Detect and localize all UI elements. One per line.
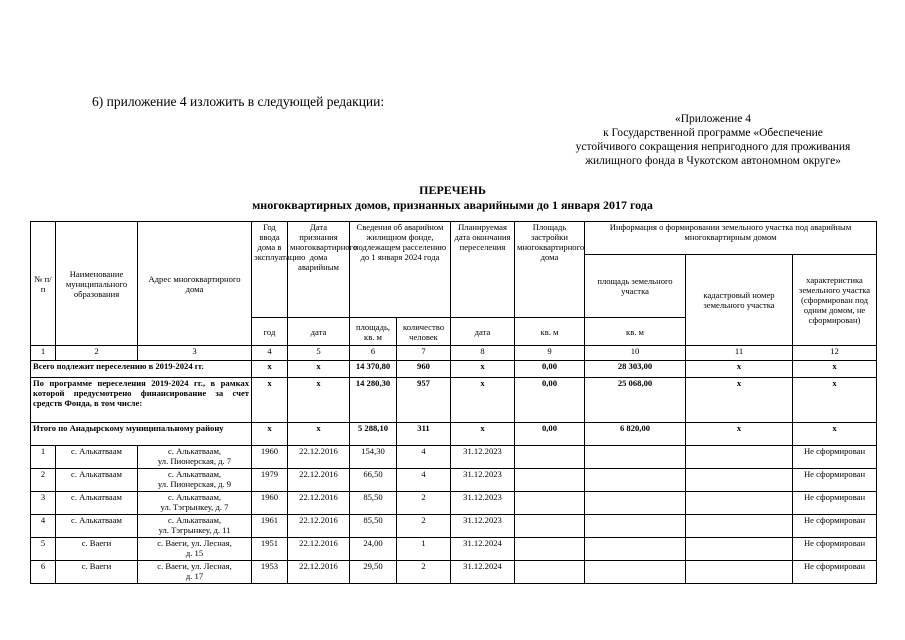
table-row (31, 538, 877, 561)
row-people: 4 (397, 469, 451, 492)
row-address-line: с. Ваеги, ул. Лесная, (157, 561, 232, 571)
column-number: 2 (56, 346, 138, 361)
row-status: Не сформирован (793, 446, 877, 469)
row-planned: 31.12.2024 (451, 538, 515, 561)
total-year: х (252, 423, 288, 446)
row-date: 22.12.2016 (288, 515, 350, 538)
row-year: 1951 (252, 538, 288, 561)
row-people: 2 (397, 515, 451, 538)
total-cadastral: х (686, 378, 793, 423)
total-cadastral: х (686, 361, 793, 378)
total-building-area: 0,00 (515, 361, 585, 378)
row-date: 22.12.2016 (288, 469, 350, 492)
row-municipality: с. Ваеги (56, 538, 138, 561)
document-subtitle: многоквартирных домов, признанных аварийными до 1 января 2017 года (252, 198, 653, 212)
row-number: 1 (31, 446, 56, 469)
header-land-area: площадь земельного участка (585, 255, 686, 318)
row-address-line: д. 15 (185, 548, 204, 558)
row-building-area (515, 538, 585, 561)
row-address-line: с. Алькатваам, (167, 515, 222, 525)
total-date: х (288, 361, 350, 378)
row-address-line: с. Алькатваам, (167, 469, 222, 479)
row-status: Не сформирован (793, 561, 877, 584)
row-number: 6 (31, 561, 56, 584)
total-planned: х (451, 378, 515, 423)
row-planned: 31.12.2023 (451, 469, 515, 492)
header-municipality: Наименование муниципального образования (56, 222, 138, 346)
column-number: 10 (585, 346, 686, 361)
row-date: 22.12.2016 (288, 561, 350, 584)
total-area: 14 370,80 (350, 361, 397, 378)
row-building-area (515, 515, 585, 538)
row-number: 4 (31, 515, 56, 538)
appendix-reference (548, 112, 878, 168)
column-number: 11 (686, 346, 793, 361)
row-year: 1961 (252, 515, 288, 538)
table-row (31, 446, 877, 469)
total-status: х (793, 423, 877, 446)
total-row (31, 378, 877, 423)
row-planned: 31.12.2023 (451, 492, 515, 515)
row-land-area (585, 469, 686, 492)
row-land-area (585, 538, 686, 561)
total-land-area: 6 820,00 (585, 423, 686, 446)
header-land-status: характеристика земельного участка (сформирован под одним домом, не сформирован) (793, 255, 877, 346)
table-row (31, 561, 877, 584)
row-land-area (585, 515, 686, 538)
row-municipality: с. Алькатваам (56, 446, 138, 469)
total-status: х (793, 361, 877, 378)
row-people: 2 (397, 492, 451, 515)
total-year: х (252, 361, 288, 378)
row-date: 22.12.2016 (288, 492, 350, 515)
total-people: 311 (397, 423, 451, 446)
row-status: Не сформирован (793, 492, 877, 515)
appendix-line: «Приложение 4 (674, 113, 752, 125)
total-building-area: 0,00 (515, 378, 585, 423)
header-unit-year: год (252, 318, 288, 346)
appendix-line: устойчивого сокращения непригодного для проживания (575, 141, 851, 153)
total-status: х (793, 378, 877, 423)
row-building-area (515, 561, 585, 584)
row-area: 29,50 (350, 561, 397, 584)
total-area: 14 280,30 (350, 378, 397, 423)
row-area: 85,50 (350, 492, 397, 515)
header-land-info: Информация о формировании земельного участка под аварийным многоквартирным домом (585, 222, 877, 255)
header-unit-planned: дата (451, 318, 515, 346)
row-area: 154,30 (350, 446, 397, 469)
appendix-line: к Государственной программе «Обеспечение (603, 127, 823, 139)
row-address-line: д. 17 (185, 571, 204, 581)
row-cadastral (686, 561, 793, 584)
row-address-line: с. Алькатваам, (167, 446, 222, 456)
total-row (31, 361, 877, 378)
row-address-line: с. Алькатваам, (167, 492, 222, 502)
total-planned: х (451, 423, 515, 446)
row-address (138, 492, 252, 515)
register-table (30, 221, 877, 584)
row-land-area (585, 561, 686, 584)
column-number: 9 (515, 346, 585, 361)
row-date: 22.12.2016 (288, 446, 350, 469)
header-date-emergency: Дата признания многоквартирного дома аварийным (288, 222, 350, 318)
column-number: 7 (397, 346, 451, 361)
row-planned: 31.12.2023 (451, 515, 515, 538)
row-status: Не сформирован (793, 538, 877, 561)
row-people: 1 (397, 538, 451, 561)
total-cadastral: х (686, 423, 793, 446)
total-row (31, 423, 877, 446)
row-cadastral (686, 515, 793, 538)
total-people: 957 (397, 378, 451, 423)
row-area: 24,00 (350, 538, 397, 561)
row-address (138, 561, 252, 584)
intro-text: 6) приложение 4 изложить в следующей редакции: (92, 94, 385, 109)
total-label: Всего подлежит переселению в 2019-2024 гг. (31, 361, 252, 378)
row-address-line: ул. Тэгрынкеу, д. 7 (160, 502, 229, 512)
column-number: 4 (252, 346, 288, 361)
row-cadastral (686, 469, 793, 492)
header-year-built: Год ввода дома в эксплуатацию (252, 222, 288, 318)
row-municipality: с. Алькатваам (56, 469, 138, 492)
row-status: Не сформирован (793, 469, 877, 492)
row-address-line: ул. Тэгрынкеу, д. 11 (158, 525, 231, 535)
column-number: 5 (288, 346, 350, 361)
row-area: 66,50 (350, 469, 397, 492)
row-cadastral (686, 492, 793, 515)
total-building-area: 0,00 (515, 423, 585, 446)
header-cadastral: кадастровый номер земельного участка (686, 255, 793, 346)
row-year: 1953 (252, 561, 288, 584)
header-housing-info: Сведения об аварийном жилищном фонде, подлежащем расселению до 1 января 2024 года (350, 222, 451, 318)
appendix-line: жилищного фонда в Чукотском автономном округе» (585, 155, 841, 167)
header-unit-date: дата (288, 318, 350, 346)
row-land-area (585, 492, 686, 515)
header-num: № п/п (31, 222, 56, 346)
row-building-area (515, 469, 585, 492)
row-planned: 31.12.2023 (451, 446, 515, 469)
row-address-line: с. Ваеги, ул. Лесная, (157, 538, 232, 548)
total-date: х (288, 423, 350, 446)
row-number: 2 (31, 469, 56, 492)
total-label: Итого по Анадырскому муниципальному району (31, 423, 252, 446)
row-address-line: ул. Пионерская, д. 9 (157, 479, 232, 489)
row-number: 3 (31, 492, 56, 515)
row-people: 2 (397, 561, 451, 584)
total-area: 5 288,10 (350, 423, 397, 446)
header-unit-people: количество человек (397, 318, 451, 346)
row-address (138, 469, 252, 492)
column-number: 3 (138, 346, 252, 361)
column-number: 8 (451, 346, 515, 361)
row-municipality: с. Ваеги (56, 561, 138, 584)
row-status: Не сформирован (793, 515, 877, 538)
column-number: 12 (793, 346, 877, 361)
document-title: ПЕРЕЧЕНЬ (419, 183, 486, 197)
column-number: 6 (350, 346, 397, 361)
row-address (138, 446, 252, 469)
row-land-area (585, 446, 686, 469)
row-year: 1979 (252, 469, 288, 492)
row-year: 1960 (252, 446, 288, 469)
total-label: По программе переселения 2019-2024 гг., в рамках которой предусмотрено финансирование за счет средств Фонда, в том числе: (31, 378, 252, 423)
row-cadastral (686, 538, 793, 561)
header-unit-sqm-land: кв. м (585, 318, 686, 346)
header-unit-sqm-building: кв. м (515, 318, 585, 346)
table-row (31, 469, 877, 492)
column-number: 1 (31, 346, 56, 361)
total-people: 960 (397, 361, 451, 378)
total-year: х (252, 378, 288, 423)
row-building-area (515, 492, 585, 515)
row-address (138, 538, 252, 561)
header-address: Адрес многоквартирного дома (138, 222, 252, 346)
header-unit-area: площадь, кв. м (350, 318, 397, 346)
table-row (31, 515, 877, 538)
row-address (138, 515, 252, 538)
row-municipality: с. Алькатваам (56, 515, 138, 538)
total-planned: х (451, 361, 515, 378)
table-row (31, 492, 877, 515)
row-cadastral (686, 446, 793, 469)
total-land-area: 25 068,00 (585, 378, 686, 423)
row-number: 5 (31, 538, 56, 561)
row-planned: 31.12.2024 (451, 561, 515, 584)
row-address-line: ул. Пионерская, д. 7 (157, 456, 232, 466)
row-people: 4 (397, 446, 451, 469)
row-year: 1960 (252, 492, 288, 515)
row-date: 22.12.2016 (288, 538, 350, 561)
header-building-area: Площадь застройки многоквартирного дома (515, 222, 585, 318)
total-land-area: 28 303,00 (585, 361, 686, 378)
row-municipality: с. Алькатваам (56, 492, 138, 515)
row-area: 85,50 (350, 515, 397, 538)
row-building-area (515, 446, 585, 469)
header-planned-date: Планируемая дата окончания переселения (451, 222, 515, 318)
total-date: х (288, 378, 350, 423)
